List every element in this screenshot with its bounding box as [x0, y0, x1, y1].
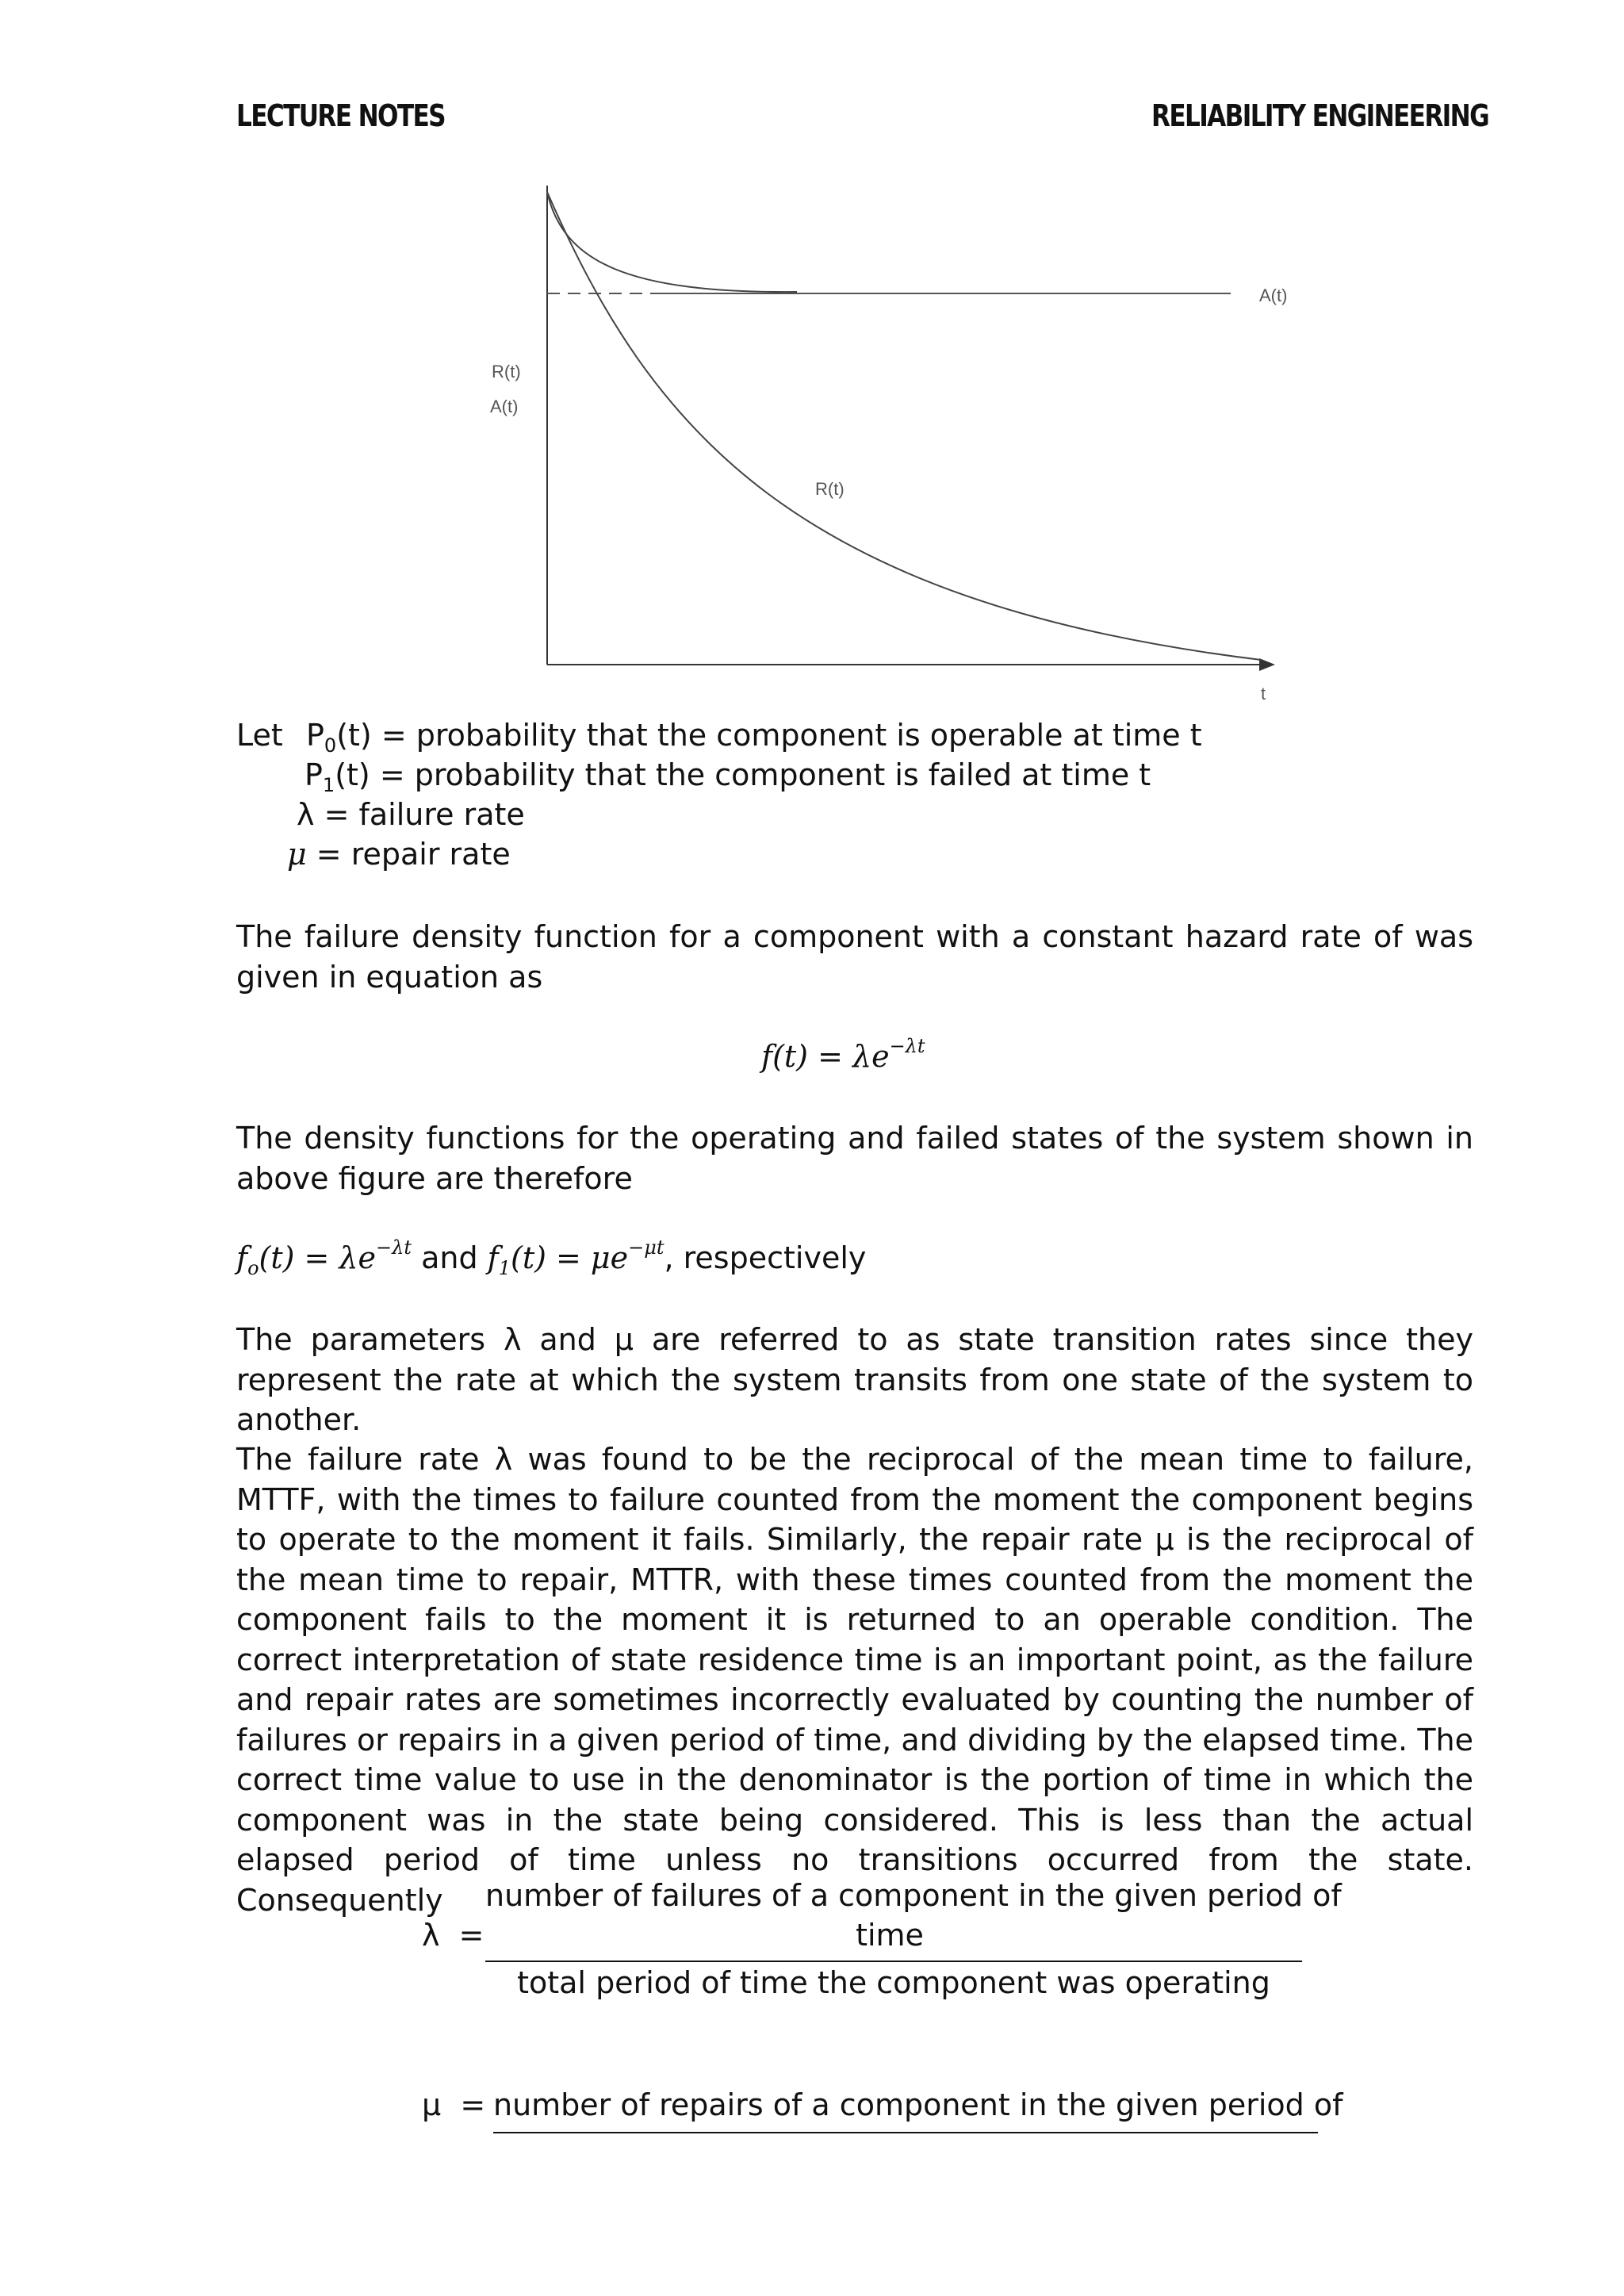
paragraph-mttf-mttr: The failure rate λ was found to be the reciprocal of the mean time to failure, MTTF, with the times to failure counted from the moment the component begins to operate to the moment it fails. Similarly, the repair rate μ is the reciprocal of the mean time to repair, MTTR, with these times counted from the moment the component fails to the moment it is returned to an operable condition. The correct interpretation of state residence time is an important point, as the failure and repair rates are sometimes incorrectly evaluated by counting the number of failures or repairs in a given period of time, and dividing by the elapsed time. The correct time value to use in the denominator is the portion of time in which the component was in the state being considered. This is less than the actual elapsed period of time unless no transitions occurred from the state. Consequently — [236, 1442, 1473, 1918]
eq2-f1-exp: −μt — [628, 1236, 665, 1259]
mu-frac-num-line1: number of repairs of a component in the given period of — [493, 2087, 1343, 2122]
paragraph-failure-density: The failure density function for a component with a constant hazard rate of was given in equation as — [236, 919, 1473, 995]
header-left: LECTURE NOTES — [236, 98, 445, 133]
reliability-curve — [547, 192, 1261, 660]
chart-label-r: R(t) — [815, 479, 845, 499]
def-p1 — [304, 757, 1151, 796]
eq2-f0-exp: −λt — [376, 1236, 412, 1259]
eq2-f1-rest: (t) = μe — [511, 1240, 629, 1275]
mu-fraction-bar — [493, 2132, 1318, 2133]
header-right: RELIABILITY ENGINEERING — [1151, 98, 1489, 133]
def-p0-rest: (t) = probability that the component is operable at time t — [336, 718, 1202, 753]
eq2-and: and — [412, 1240, 488, 1275]
eq1-exp: −λt — [889, 1035, 925, 1057]
lambda-frac-num-line2: time — [856, 1918, 924, 1953]
chart-label-t: t — [1261, 684, 1266, 703]
eq2-f0-sub: o — [247, 1257, 259, 1279]
def-p1-sym: P — [304, 757, 323, 792]
lambda-fraction-bar — [485, 1961, 1302, 1962]
chart-label-y2: A(t) — [490, 397, 519, 416]
def-p0 — [306, 718, 1202, 757]
let-label: Let — [236, 718, 283, 753]
def-p1-sub: 1 — [322, 774, 335, 796]
equation-state-densities — [236, 1236, 867, 1279]
chart-label-a-right: A(t) — [1259, 286, 1288, 305]
eq2-f1: f — [487, 1240, 499, 1275]
def-p0-sub: 0 — [324, 734, 337, 757]
chart-label-y1: R(t) — [492, 362, 521, 381]
paragraph-density-states: The density functions for the operating and failed states of the system shown in above figure are therefore — [236, 1121, 1473, 1196]
mu-frac-lhs: μ = — [422, 2087, 486, 2122]
eq2-f0: f — [236, 1240, 248, 1275]
def-p0-sym: P — [306, 718, 324, 753]
def-p1-rest: (t) = probability that the component is failed at time t — [335, 757, 1151, 792]
eq1-lhs: f(t) = λe — [761, 1039, 890, 1074]
lambda-frac-lhs: λ = — [422, 1918, 485, 1953]
lambda-frac-den: total period of time the component was operating — [517, 1965, 1270, 2000]
lambda-frac-num-line1: number of failures of a component in the given period of — [485, 1878, 1342, 1913]
def-mu-sym: μ — [287, 837, 307, 872]
def-lambda: λ = failure rate — [297, 797, 525, 832]
paragraph-transition-rates: The parameters λ and μ are referred to as state transition rates since they represent the rate at which the system transits from one state of the system to another. — [236, 1322, 1473, 1437]
def-mu — [287, 837, 511, 872]
def-mu-rest: = repair rate — [306, 837, 511, 872]
eq2-f0-rest: (t) = λe — [259, 1240, 377, 1275]
equation-failure-density — [761, 1035, 925, 1074]
availability-curve — [547, 192, 797, 292]
eq2-f1-sub: 1 — [498, 1257, 511, 1279]
x-axis-arrow — [1259, 658, 1275, 671]
reliability-availability-figure — [444, 174, 1332, 714]
eq2-tail: , respectively — [664, 1240, 867, 1275]
